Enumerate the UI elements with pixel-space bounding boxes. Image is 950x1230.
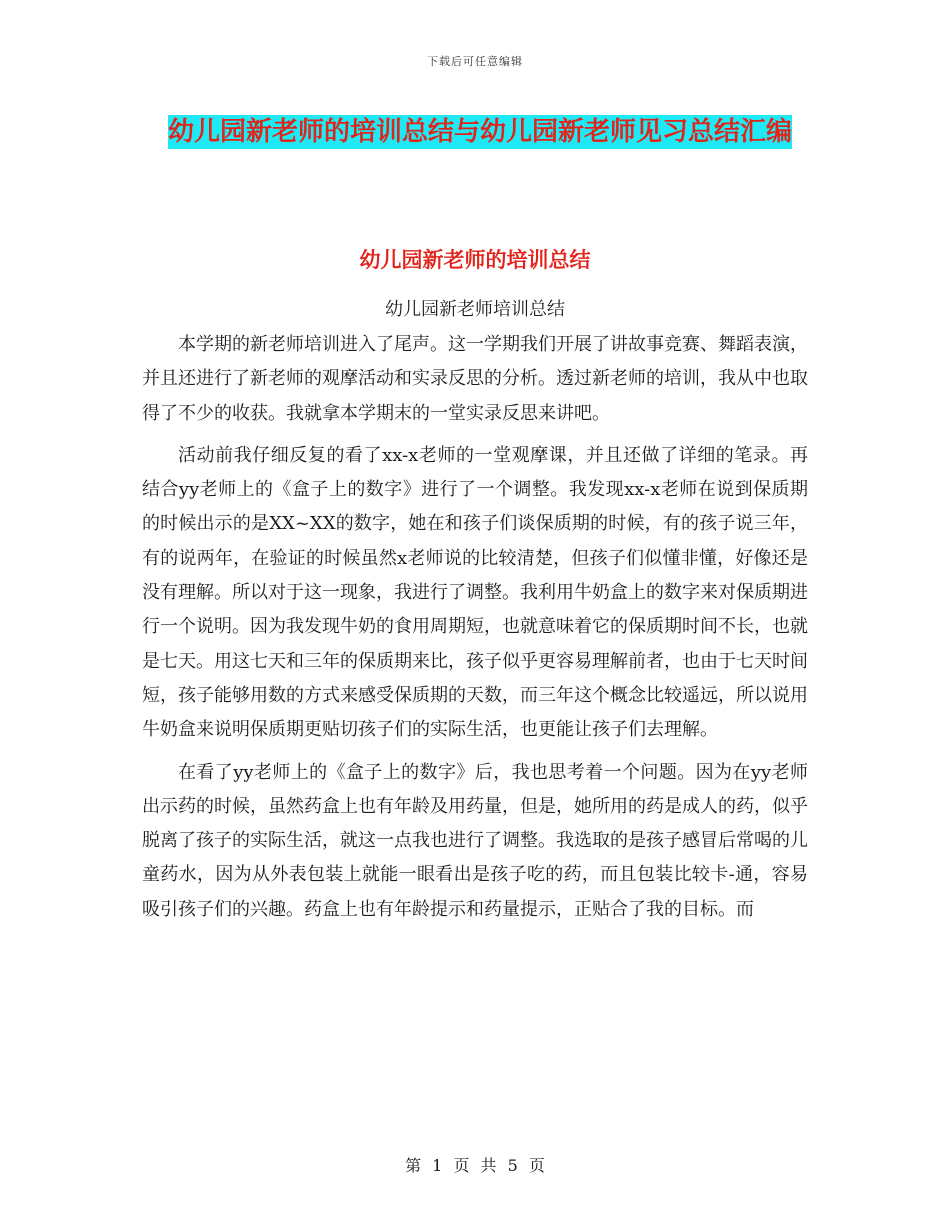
body-text: [142, 328, 808, 935]
section-subtitle: 幼儿园新老师培训总结: [385, 299, 565, 320]
document-title: [150, 108, 810, 156]
document-title-text: 幼儿园新老师的培训总结与幼儿园新老师见习总结汇编: [167, 117, 792, 147]
paragraph-2: 活动前我仔细反复的看了xx-x老师的一堂观摩课，并且还做了详细的笔录。再结合yy老师上的《盒子上的数字》进行了一个调整。我发现xx-x老师在说到保质期的时候出示的是XX~XX的数字，她在和孩子们谈保质期的时候，有的孩子说三年，有的说两年，在验证的时候虽然x老师说的比较清楚，但孩子们似懂非懂，好像还是没有理解。所以对于这一现象，我进行了调整。我利用牛奶盒上的数字来对保质期进行一个说明。因为我发现牛奶的食用周期短，也就意味着它的保质期时间不长，也就是七天。用这七天和三年的保质期来比，孩子似乎更容易理解前者，也由于七天时间短，孩子能够用数的方式来感受保质期的天数，而三年这个概念比较遥远，所以说用牛奶盒来说明保质期更贴切孩子们的实际生活，也更能让孩子们去理解。: [142, 444, 808, 741]
paragraph-1: 本学期的新老师培训进入了尾声。这一学期我们开展了讲故事竞赛、舞蹈表演，并且还进行了新老师的观摩活动和实录反思的分析。透过新老师的培训，我从中也取得了不少的收获。我就拿本学期末的一堂实录反思来讲吧。: [142, 334, 808, 424]
section-title: 幼儿园新老师的培训总结: [359, 248, 591, 272]
page-number: 第 1 页 共 5 页: [405, 1156, 545, 1175]
page-header-note: 下载后可任意编辑: [427, 55, 523, 68]
paragraph-3: 在看了yy老师上的《盒子上的数字》后，我也思考着一个问题。因为在yy老师出示药的时候，虽然药盒上也有年龄及用药量，但是，她所用的药是成人的药，似乎脱离了孩子的实际生活，就这一点我也进行了调整。我选取的是孩子感冒后常喝的儿童药水，因为从外表包装上就能一眼看出是孩子吃的药，而且包装比较卡-通，容易吸引孩子们的兴趣。药盒上也有年龄提示和药量提示，正贴合了我的目标。而: [142, 761, 808, 920]
